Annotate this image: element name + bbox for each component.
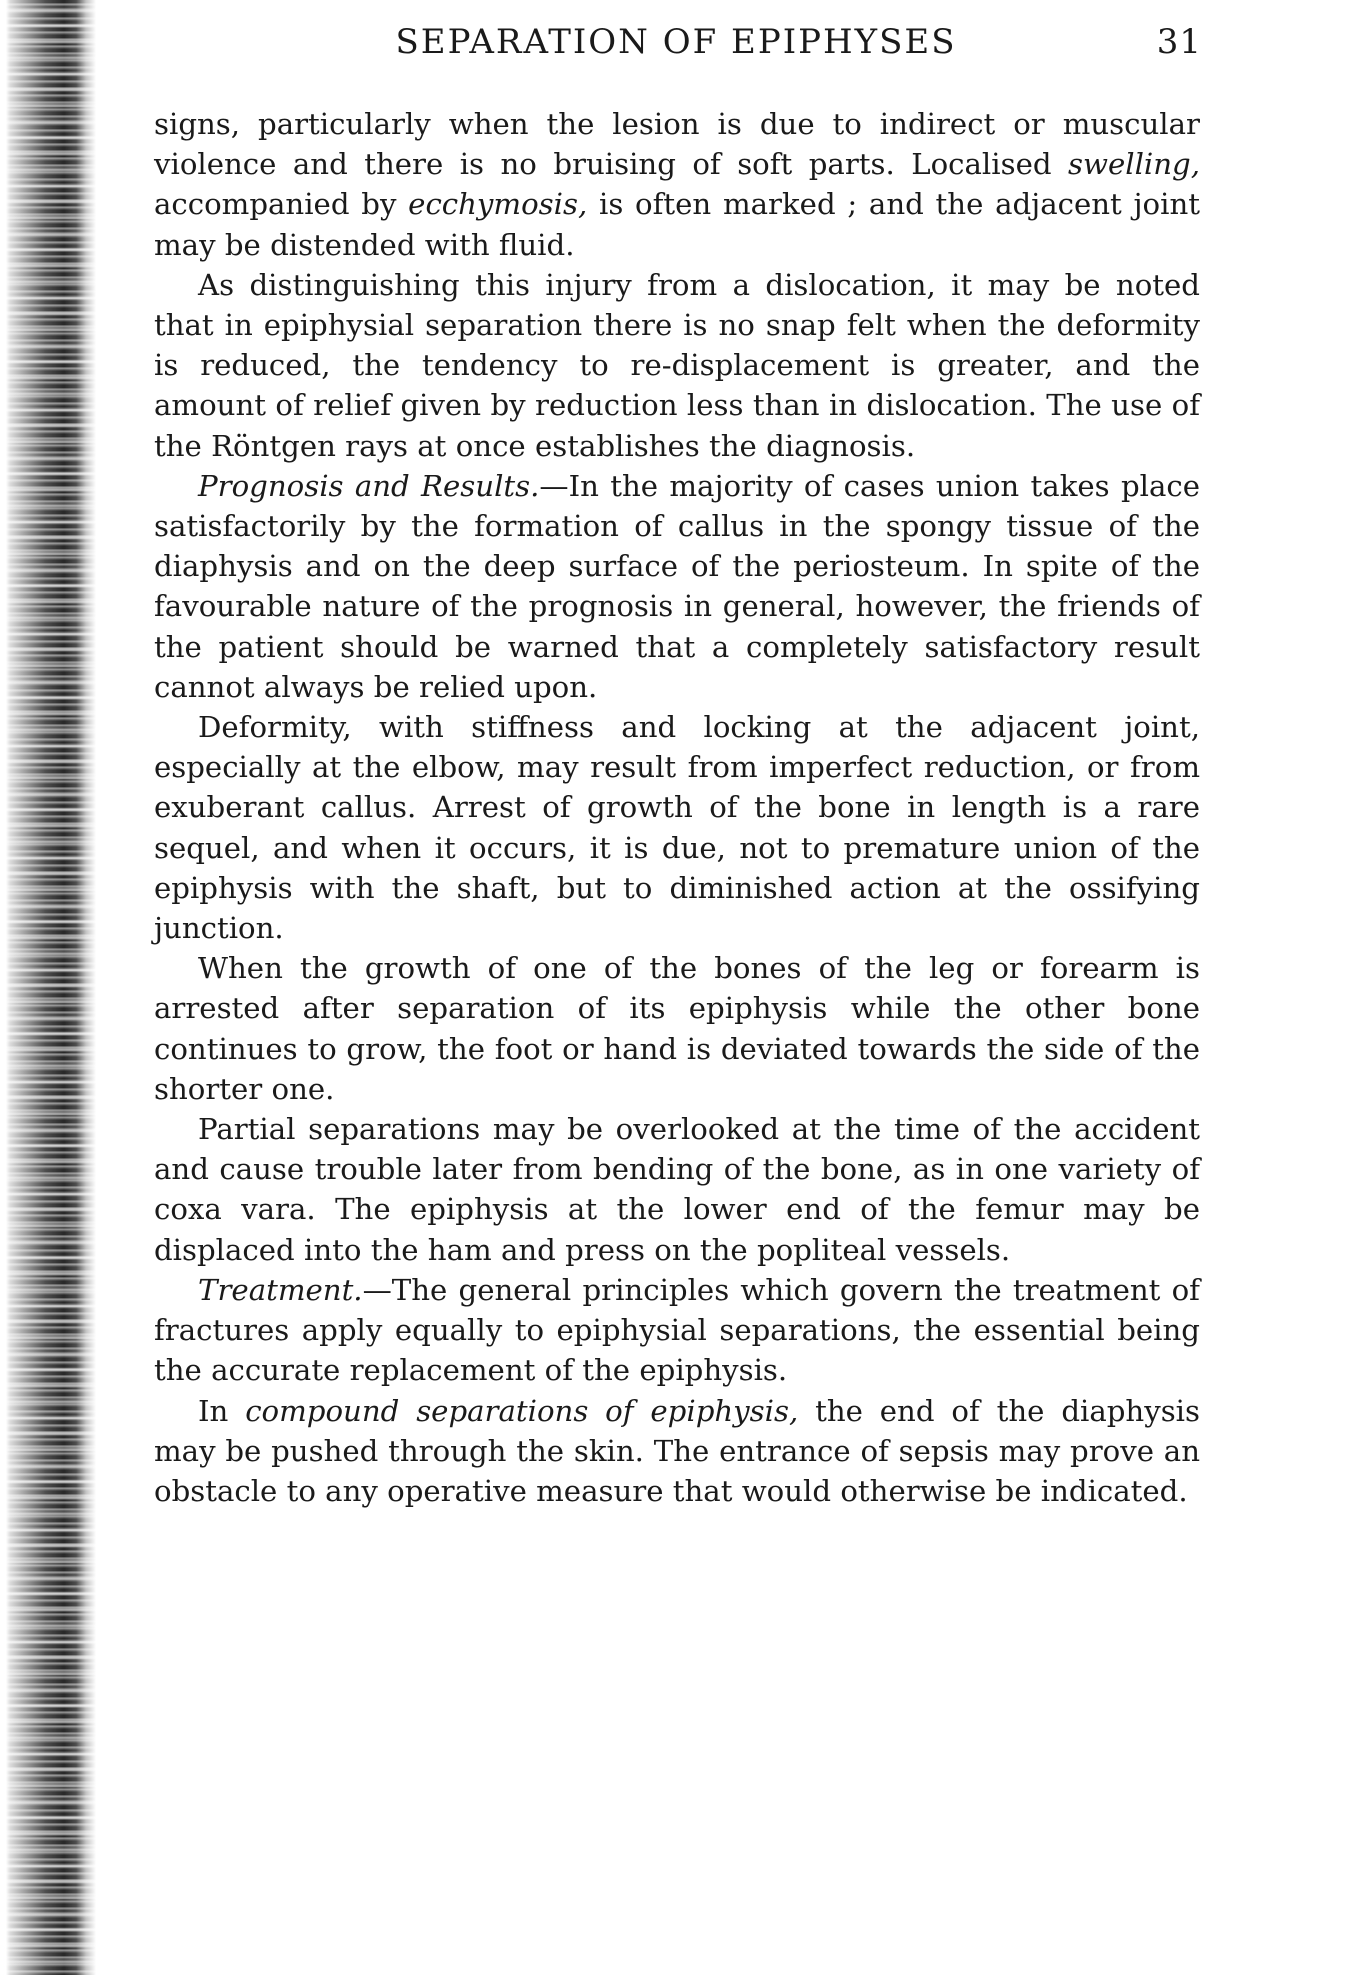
running-head — [155, 18, 1202, 68]
paragraph-compound — [154, 1391, 1200, 1512]
paragraph-text: accompanied by — [154, 187, 409, 222]
paragraph-text: signs, particularly when the lesion is due to indirect or muscular violence and there is no bruising of soft parts. Localised — [154, 107, 1200, 182]
paragraph-distinguishing — [154, 265, 1200, 466]
section-heading-treatment: Treatment. — [198, 1272, 363, 1307]
paragraph-growth — [154, 948, 1200, 1109]
paragraph-text: Deformity, with stiffness and locking at the adjacent joint, especially at the elbow, may result from imperfect reduction, or from exuberant callus. Arrest of growth of the bone in length is a rare sequel, and when it occurs, it is due, not to premature union of the epiphysis with the shaft, but to diminished action at the ossifying junction. — [154, 710, 1200, 946]
section-heading-prognosis: Prognosis and Results. — [198, 468, 540, 503]
paragraph-prognosis — [154, 466, 1200, 707]
paragraph-deformity — [154, 707, 1200, 948]
running-title: SEPARATION OF EPIPHYSES — [395, 22, 957, 62]
page-number: 31 — [1156, 22, 1202, 62]
paragraph-text: is often marked ; and the adjacent joint may be distended with fluid. — [154, 187, 1200, 262]
paragraph-text: When the growth of one of the bones of the leg or forearm is arrested after separation of its epiphysis while the other bone continues to grow, the foot or hand is deviated towards the side of the shorter one. — [154, 951, 1200, 1106]
body-text — [154, 104, 1200, 1511]
paragraph-text: In — [198, 1393, 246, 1428]
paragraph-text: Partial separations may be overlooked at the time of the accident and cause trouble later from bending of the bone, as in one variety of coxa vara. The epiphysis at the lower end of the femur may be displaced into the ham and press on the popliteal vessels. — [154, 1112, 1200, 1267]
paragraph-text: As distinguishing this injury from a dislocation, it may be noted that in epiphysial separation there is no snap felt when the deformity is reduced, the tendency to re-displacement is greater, and the amount of relief given by reduction less than in dislocation. The use of the Röntgen rays at once establishes the diagnosis. — [154, 267, 1200, 463]
paragraph-text: —The general principles which govern the treatment of fractures apply equally to epiphysial separations, the essential being the accurate replacement of the epiphysis. — [154, 1272, 1200, 1388]
italic-term-ecchymosis: ecchymosis, — [408, 187, 588, 222]
italic-term-swelling: swelling, — [1068, 147, 1200, 182]
page-binding-edge — [0, 0, 96, 1975]
paragraph-text: the end of the diaphysis may be pushed through the skin. The entrance of sepsis may prove an obstacle to any operative measure that would otherwise be indicated. — [154, 1393, 1200, 1508]
paragraph-text: —In the majority of cases union takes place satisfactorily by the formation of callus in the spongy tissue of the diaphysis and on the deep surface of the periosteum. In spite of the favourable nature of the prognosis in general, however, the friends of the patient should be warned that a completely satisfactory result cannot always be relied upon. — [154, 468, 1201, 704]
paragraph-partial-separations — [154, 1109, 1200, 1270]
italic-term-compound: compound separations of epiphysis, — [245, 1393, 799, 1428]
paragraph-treatment — [154, 1270, 1200, 1391]
paragraph-signs — [154, 104, 1200, 265]
